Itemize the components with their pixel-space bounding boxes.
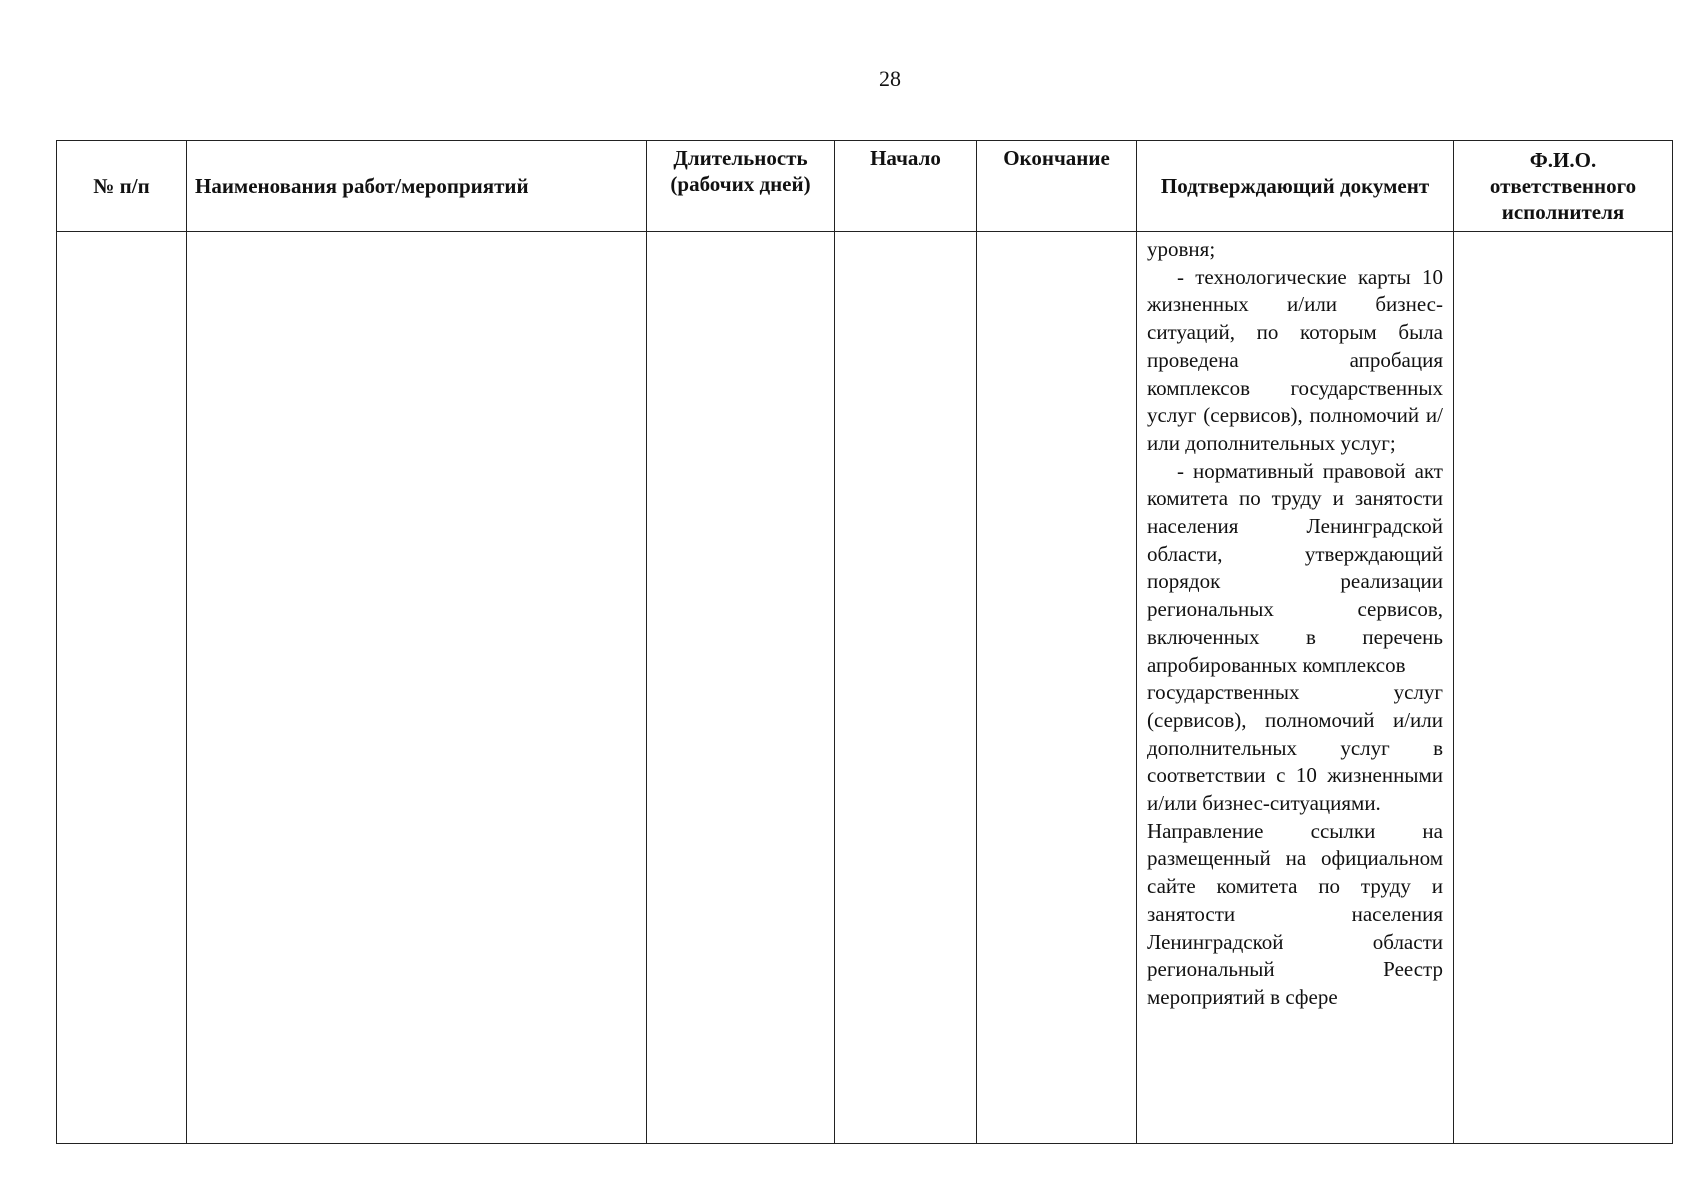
header-document: Подтверждающий документ [1137, 141, 1454, 232]
header-end: Окончание [977, 141, 1137, 232]
cell-document [1137, 232, 1454, 1144]
header-name: Наименования работ/мероприятий [187, 141, 647, 232]
cell-end [977, 232, 1137, 1144]
doc-paragraph: уровня; [1147, 237, 1216, 261]
table-header-row [57, 141, 1673, 232]
header-start: Начало [835, 141, 977, 232]
doc-paragraph: Направление ссылки на размещенный на официальном сайте комитета по труду и занятости населения Ленинградской области региональный Реестр мероприятий в сфере [1147, 818, 1443, 1009]
work-plan-table [56, 140, 1673, 1144]
cell-start [835, 232, 977, 1144]
cell-duration [647, 232, 835, 1144]
cell-responsible [1454, 232, 1673, 1144]
table-row [57, 232, 1673, 1144]
doc-paragraph: государственных услуг (сервисов), полномочий и/или дополнительных услуг в соответствии с 10 жизненными и/или бизнес-ситуациями. [1147, 680, 1443, 816]
cell-name [187, 232, 647, 1144]
header-duration: Длительность (рабочих дней) [647, 141, 835, 232]
cell-number [57, 232, 187, 1144]
header-number: № п/п [57, 141, 187, 232]
header-responsible: Ф.И.О. ответственного исполнителя [1454, 141, 1673, 232]
doc-paragraph: - нормативный правовой акт комитета по труду и занятости населения Ленинградской области, утверждающий порядок реализации региональных сервисов, включенных в перечень апробированных комплексов [1147, 458, 1443, 677]
doc-paragraph: - технологические карты 10 жизненных и/или бизнес-ситуаций, по которым была проведена апробация комплексов государственных услуг (сервисов), полномочий и/или дополнительных услуг; [1147, 264, 1443, 455]
page-number: 28 [879, 66, 901, 91]
